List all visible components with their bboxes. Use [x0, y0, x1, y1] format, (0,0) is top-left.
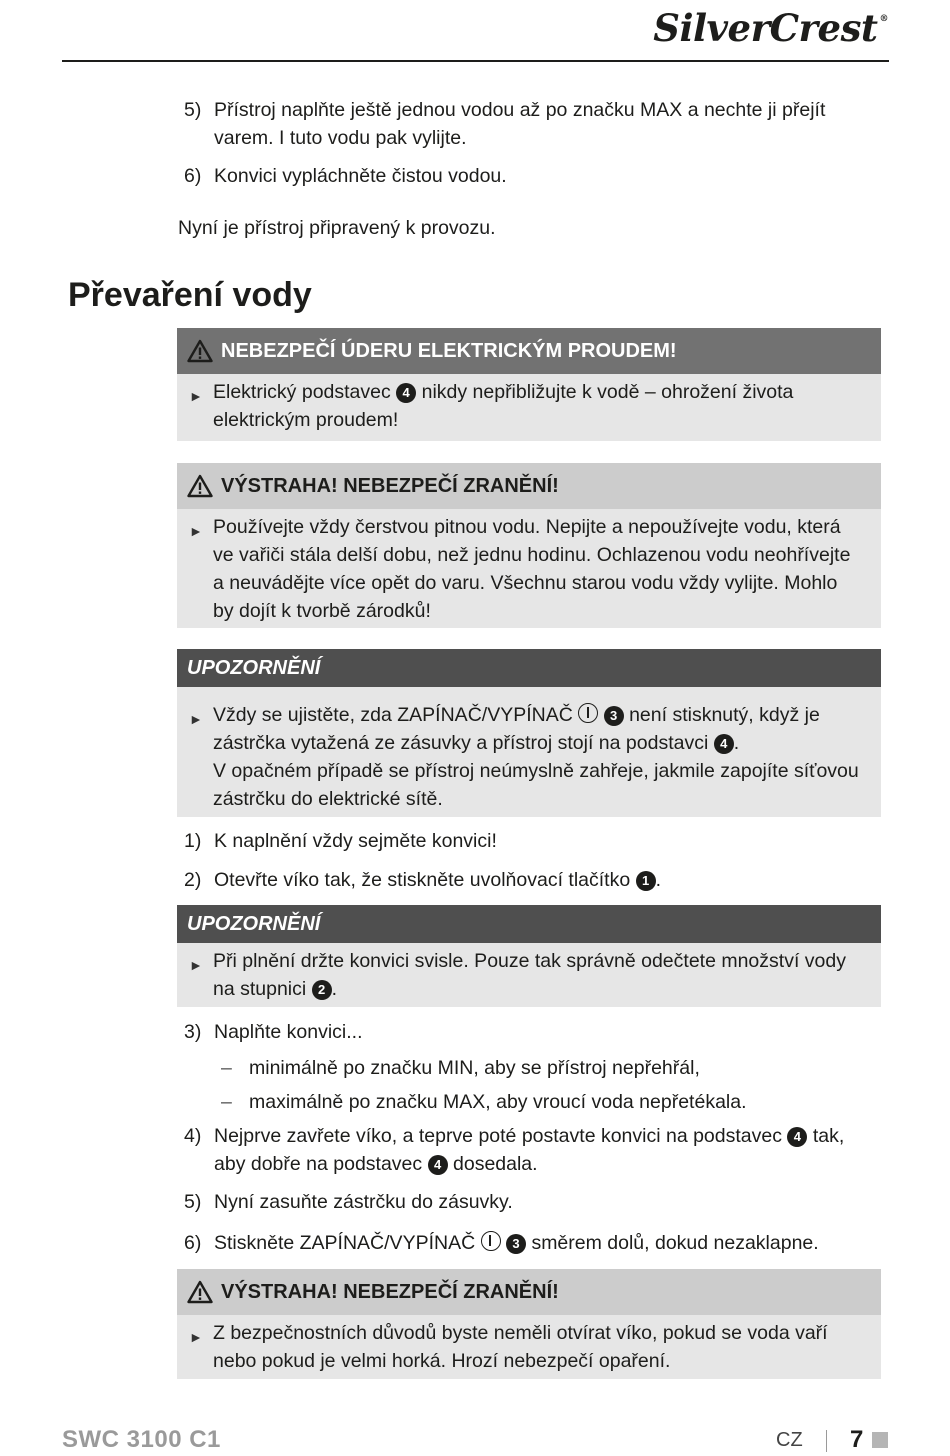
warning-box-2 — [177, 1269, 881, 1379]
ref-number: 1 — [636, 871, 656, 891]
sub-item: – maximálně po značku MAX, aby vroucí voda nepřetékala. — [221, 1091, 747, 1113]
header-rule — [62, 60, 889, 62]
step-item: 1) K naplnění vždy sejměte konvici! — [184, 830, 497, 852]
step-item: 3) Naplňte konvici... — [184, 1021, 363, 1043]
step-item: 5) Nyní zasuňte zástrčku do zásuvky. — [184, 1191, 513, 1213]
ref-number: 4 — [787, 1127, 807, 1147]
bullet-icon: ► — [189, 388, 203, 404]
step-item: 6) Stiskněte ZAPÍNAČ/VYPÍNAČ 3 směrem dolů, dokud nezaklapne. — [184, 1232, 819, 1254]
sub-item: – minimálně po značku MIN, aby se přístroj nepřehřál, — [221, 1057, 700, 1079]
ref-number: 4 — [428, 1155, 448, 1175]
step-item: 5) Přístroj naplňte ještě jednou vodou až po značku MAX a nechte ji přejít varem. I tuto vodu pak vylijte. — [184, 99, 826, 149]
top-steps — [184, 96, 844, 190]
warning-triangle-icon — [187, 1280, 213, 1304]
ref-number: 4 — [396, 383, 416, 403]
notice-box-header: UPOZORNĚNÍ — [177, 905, 881, 943]
warning-triangle-icon — [187, 474, 213, 498]
ref-number: 3 — [604, 706, 624, 726]
warning-box-body: ► Z bezpečnostních důvodů byste neměli otvírat víko, pokud se voda vaří nebo pokud je velmi horká. Hrozí nebezpečí opaření. — [177, 1315, 881, 1381]
bullet-icon: ► — [189, 1329, 203, 1345]
power-symbol-icon — [578, 703, 598, 723]
footer-divider — [826, 1430, 827, 1452]
steps-3-6 — [184, 1018, 864, 1257]
step-item: 6) Konvici vypláchněte čistou vodou. — [184, 165, 507, 187]
notice-box-2 — [177, 905, 881, 1007]
warning-box-header: VÝSTRAHA! NEBEZPEČÍ ZRANĚNÍ! — [177, 1269, 881, 1315]
section-title: Převaření vody — [68, 276, 312, 314]
warning-triangle-icon — [187, 339, 213, 363]
steps-1-2 — [184, 827, 864, 894]
warning-box-header: VÝSTRAHA! NEBEZPEČÍ ZRANĚNÍ! — [177, 463, 881, 509]
warning-box — [177, 463, 881, 628]
notice-box-header: UPOZORNĚNÍ — [177, 649, 881, 687]
warning-box-body: ► Používejte vždy čerstvou pitnou vodu. Nepijte a nepoužívejte vodu, která ve vařiči stála delší dobu, než jednu hodinu. Ochlazenou vodu neohřívejte a neuvádějte více opět do varu. Všechnu starou vodu vždy vylijte. Mohlo by dojít k tvorbě zárodků! — [177, 509, 881, 631]
notice-box — [177, 649, 881, 817]
footer-square — [872, 1432, 888, 1448]
danger-box-header: NEBEZPEČÍ ÚDERU ELEKTRICKÝM PROUDEM! — [177, 328, 881, 374]
brand-logo: SilverCrest ® — [653, 6, 888, 50]
notice-box-body: ► Při plnění držte konvici svisle. Pouze tak správně odečtete množství vody na stupnici 2 . — [177, 943, 881, 1009]
notice-box-body: ► Vždy se ujistěte, zda ZAPÍNAČ/VYPÍNAČ 3 není stisknutý, když je zástrčka vytažená ze zásuvky a přístroj stojí na podstavci 4 . V opačném případě se přístroj neúmyslně zahřeje, jakmile zapojíte síťovou zástrčku do elektrické sítě. — [177, 687, 881, 819]
ref-number: 2 — [312, 980, 332, 1000]
footer-model: SWC 3100 C1 — [62, 1426, 221, 1453]
ref-number: 4 — [714, 734, 734, 754]
bullet-icon: ► — [189, 523, 203, 539]
page-number: 7 — [850, 1426, 864, 1453]
bullet-icon: ► — [189, 711, 203, 727]
footer-language: CZ — [776, 1429, 803, 1451]
ready-text: Nyní je přístroj připravený k provozu. — [178, 217, 496, 239]
bullet-icon: ► — [189, 957, 203, 973]
step-item: 2) Otevřte víko tak, že stiskněte uvolňovací tlačítko 1 . — [184, 869, 662, 891]
danger-box — [177, 328, 881, 441]
ref-number: 3 — [506, 1234, 526, 1254]
power-symbol-icon — [481, 1231, 501, 1251]
danger-box-body: ► Elektrický podstavec 4 nikdy nepřibližujte k vodě – ohrožení života elektrickým proudem! — [177, 374, 881, 440]
step-item: 4) Nejprve zavřete víko, a teprve poté postavte konvici na podstavec 4 tak, aby dobře na podstavec 4 dosedala. — [184, 1125, 845, 1175]
